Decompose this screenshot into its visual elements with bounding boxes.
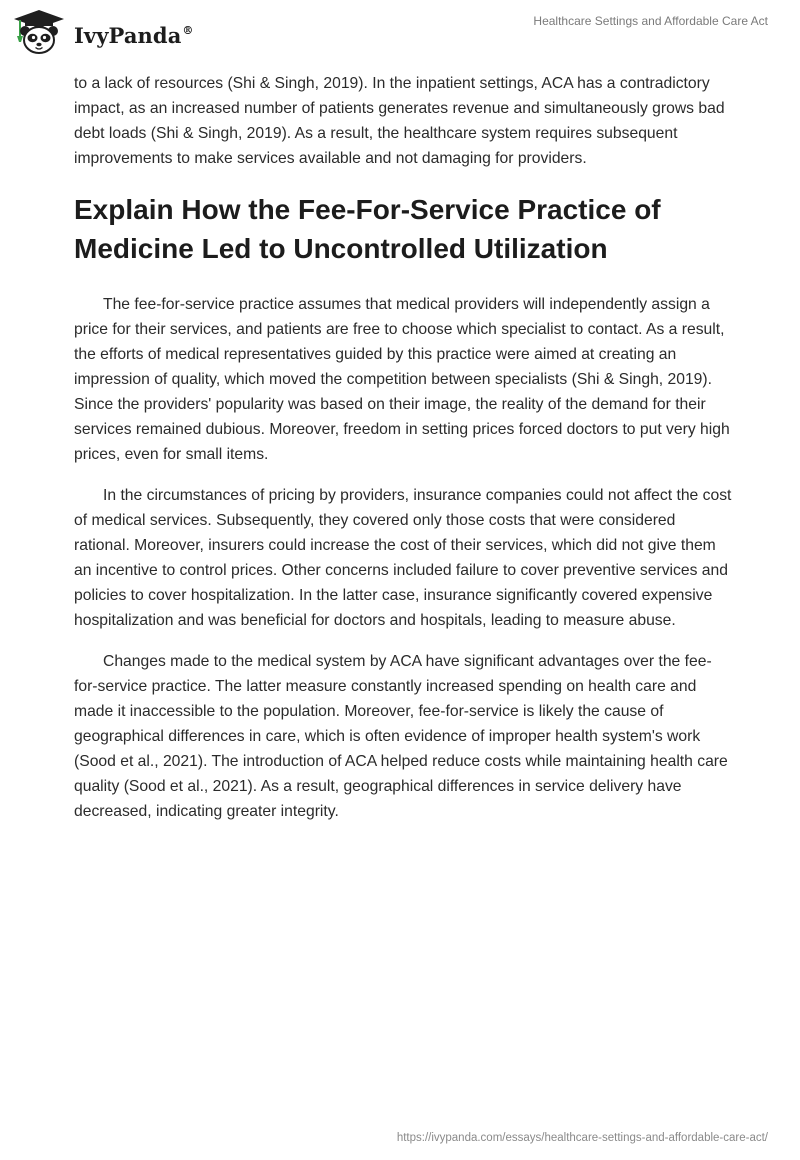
source-url[interactable]: https://ivypanda.com/essays/healthcare-settings-and-affordable-care-act/ bbox=[396, 1132, 768, 1144]
essay-content bbox=[74, 71, 734, 840]
body-paragraph: In the circumstances of pricing by providers, insurance companies could not affect the cost of medical services. Subsequently, they covered only those costs that were considered rational. Moreover, insurers could increase the cost of their services, which did not give them an incentive to control prices. Other concerns included failure to cover preventive services and policies to cover hospitalization. In the latter case, insurance significantly covered expensive hospitalization and was beneficial for doctors and hospitals, leading to measure abuse. bbox=[74, 487, 732, 629]
panda-graduate-icon bbox=[13, 9, 65, 57]
section-heading: Explain How the Fee-For-Service Practice of Medicine Led to Uncontrolled Utilization bbox=[74, 194, 661, 264]
running-title: Healthcare Settings and Affordable Care Act bbox=[533, 14, 768, 28]
intro-paragraph: to a lack of resources (Shi & Singh, 2019). In the inpatient settings, ACA has a contradictory impact, as an increased number of patients generates revenue and simultaneously grows bad debt loads (Shi & Singh, 2019). As a result, the healthcare system requires subsequent improvements to make services available and not damaging for providers. bbox=[74, 75, 725, 167]
body-paragraph: The fee-for-service practice assumes that medical providers will independently assign a price for their services, and patients are free to choose which specialist to contact. As a result, the efforts of medical representatives guided by this practice were aimed at creating an impression of quality, which moved the competition between specialists (Shi & Singh, 2019). Since the providers' popularity was based on their image, the reality of the demand for their services remained dubious. Moreover, freedom in setting prices forced doctors to put very high prices, even for small items. bbox=[74, 296, 730, 463]
brand-logo[interactable] bbox=[13, 9, 194, 57]
page-header bbox=[0, 0, 800, 70]
body-paragraph: Changes made to the medical system by ACA have significant advantages over the fee-for-service practice. The latter measure constantly increased spending on health care and made it inaccessible to the population. Moreover, fee-for-service is likely the cause of geographical differences in care, which is often evidence of improper health system's work (Sood et al., 2021). The introduction of ACA helped reduce costs while maintaining health care quality (Sood et al., 2021). As a result, geographical differences in service delivery have decreased, indicating greater integrity. bbox=[74, 653, 728, 820]
brand-name: IvyPanda® bbox=[74, 22, 194, 48]
registered-mark: ® bbox=[182, 23, 194, 37]
